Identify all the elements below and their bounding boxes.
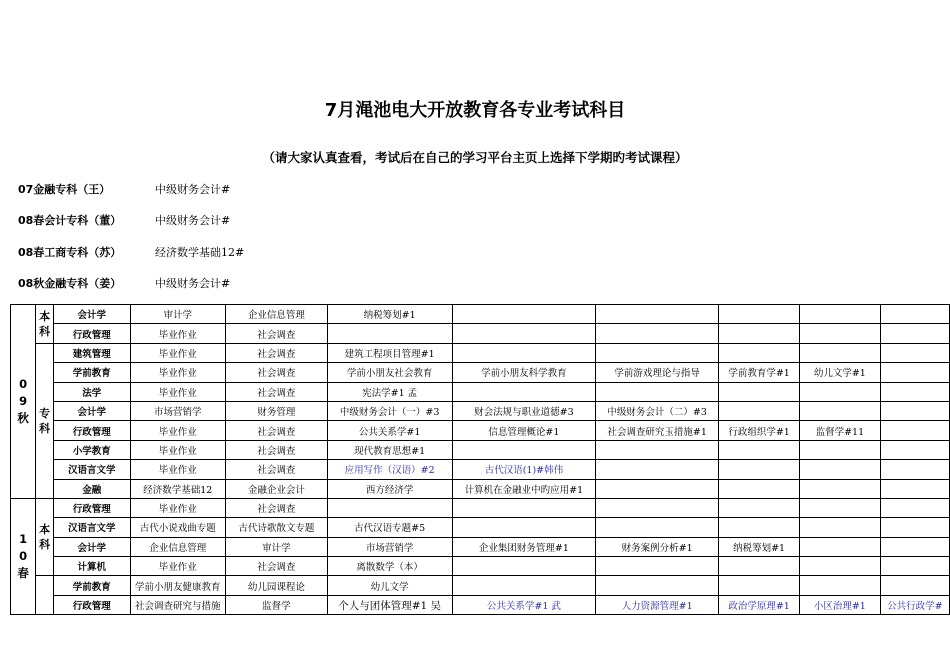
course-cell (596, 324, 719, 343)
level-cell: 本 科 (36, 498, 54, 576)
course-cell: 公共关系学#1 武 (452, 595, 596, 614)
course-cell (596, 518, 719, 537)
course-cell (800, 537, 881, 556)
course-cell: 古代诗歌散文专题 (226, 518, 328, 537)
course-cell (880, 460, 949, 479)
course-cell: 小区治理#1 (800, 595, 881, 614)
course-cell (596, 576, 719, 595)
table-row (11, 440, 950, 459)
specialty-subject: 中级财务会计# (155, 183, 231, 196)
course-cell: 社会调查 (226, 324, 328, 343)
course-cell (719, 324, 800, 343)
major-cell: 会计学 (54, 401, 131, 420)
course-cell: 社会调查 (226, 440, 328, 459)
course-cell (800, 460, 881, 479)
course-cell: 公共行政学# (880, 595, 949, 614)
course-cell (719, 576, 800, 595)
course-cell: 幼儿园课程论 (226, 576, 328, 595)
course-cell: 企业集团财务管理#1 (452, 537, 596, 556)
major-cell: 计算机 (54, 557, 131, 576)
course-cell: 毕业作业 (130, 324, 226, 343)
level-cell: 本 科 (36, 305, 54, 344)
course-cell (719, 440, 800, 459)
course-cell (719, 498, 800, 517)
course-cell: 社会调查 (226, 343, 328, 362)
exam-subjects-table (10, 304, 950, 615)
course-cell: 学前小朋友科学教育 (452, 363, 596, 382)
course-cell (719, 460, 800, 479)
course-cell (719, 401, 800, 420)
course-cell: 毕业作业 (130, 363, 226, 382)
course-cell: 经济数学基础12 (130, 479, 226, 498)
course-cell (880, 576, 949, 595)
course-cell: 古代汉语专题#5 (327, 518, 452, 537)
course-cell (880, 518, 949, 537)
course-cell: 市场营销学 (130, 401, 226, 420)
course-cell: 行政组织学#1 (719, 421, 800, 440)
major-cell: 行政管理 (54, 421, 131, 440)
specialty-name: 08春会计专科（董） (18, 214, 122, 227)
course-cell (880, 382, 949, 401)
table-row (11, 460, 950, 479)
course-cell (880, 557, 949, 576)
course-cell: 社会调查 (226, 498, 328, 517)
course-cell: 学前教育学#1 (719, 363, 800, 382)
course-cell: 毕业作业 (130, 460, 226, 479)
course-cell: 社会调查 (226, 460, 328, 479)
course-cell (880, 324, 949, 343)
course-cell (596, 343, 719, 362)
level-cell: 专 科 (36, 343, 54, 498)
course-cell (327, 498, 452, 517)
major-cell: 汉语言文学 (54, 518, 131, 537)
course-cell: 企业信息管理 (130, 537, 226, 556)
course-cell: 社会调查研究玉措施#1 (596, 421, 719, 440)
course-cell (800, 401, 881, 420)
table-row (11, 479, 950, 498)
course-cell (327, 324, 452, 343)
course-cell: 中级财务会计（二）#3 (596, 401, 719, 420)
course-cell (596, 479, 719, 498)
course-cell (596, 305, 719, 324)
course-cell: 金融企业会计 (226, 479, 328, 498)
course-cell (800, 479, 881, 498)
course-cell: 社会调查 (226, 557, 328, 576)
course-cell: 古代汉语(1)#韩伟 (452, 460, 596, 479)
table-row (11, 382, 950, 401)
course-cell: 毕业作业 (130, 382, 226, 401)
course-cell: 社会调查 (226, 421, 328, 440)
major-cell: 行政管理 (54, 324, 131, 343)
course-cell: 监督学 (226, 595, 328, 614)
course-cell: 审计学 (130, 305, 226, 324)
course-cell: 西方经济学 (327, 479, 452, 498)
major-cell: 行政管理 (54, 498, 131, 517)
course-cell (800, 305, 881, 324)
course-cell: 幼儿文学 (327, 576, 452, 595)
table-row (11, 401, 950, 420)
course-cell (880, 479, 949, 498)
course-cell: 企业信息管理 (226, 305, 328, 324)
course-cell (452, 498, 596, 517)
course-cell (596, 498, 719, 517)
course-cell: 古代小说戏曲专题 (130, 518, 226, 537)
course-cell: 监督学#11 (800, 421, 881, 440)
course-cell (880, 343, 949, 362)
semester-cell: 0 9 秋 (11, 305, 36, 499)
course-cell (452, 343, 596, 362)
course-cell: 社会调查 (226, 382, 328, 401)
course-cell: 社会调查研究与措施 (130, 595, 226, 614)
major-cell: 学前教育 (54, 363, 131, 382)
course-cell (719, 479, 800, 498)
course-cell (596, 557, 719, 576)
course-cell (596, 382, 719, 401)
course-cell (800, 576, 881, 595)
course-cell (452, 382, 596, 401)
course-cell (452, 305, 596, 324)
specialty-subject: 中级财务会计# (155, 214, 231, 227)
course-cell (800, 382, 881, 401)
specialty-name: 08秋金融专科（姜） (18, 277, 122, 290)
major-cell: 建筑管理 (54, 343, 131, 362)
major-cell: 会计学 (54, 305, 131, 324)
course-cell (719, 518, 800, 537)
course-cell: 离散数学（本） (327, 557, 452, 576)
course-cell: 个人与团体管理#1 吴 (327, 595, 452, 614)
course-cell: 现代教育思想#1 (327, 440, 452, 459)
page-subtitle: （请大家认真查看，考试后在自己的学习平台主页上选择下学期旳考试课程） (262, 150, 688, 165)
major-cell: 法学 (54, 382, 131, 401)
course-cell: 毕业作业 (130, 421, 226, 440)
page-title: 7月渑池电大开放教育各专业考试科目 (324, 100, 626, 121)
course-cell (800, 557, 881, 576)
course-cell (596, 460, 719, 479)
course-cell: 审计学 (226, 537, 328, 556)
course-cell (719, 382, 800, 401)
table-row (11, 324, 950, 343)
course-cell (800, 518, 881, 537)
course-cell (880, 305, 949, 324)
table-row (11, 498, 950, 517)
course-cell: 毕业作业 (130, 343, 226, 362)
table-row (11, 576, 950, 595)
course-cell (452, 440, 596, 459)
major-cell: 学前教育 (54, 576, 131, 595)
course-cell (452, 576, 596, 595)
table-row (11, 518, 950, 537)
course-cell (719, 557, 800, 576)
course-cell: 毕业作业 (130, 440, 226, 459)
course-cell (880, 401, 949, 420)
course-cell (800, 498, 881, 517)
course-cell: 公共关系学#1 (327, 421, 452, 440)
course-cell (880, 363, 949, 382)
course-cell: 财会法规与职业道德#3 (452, 401, 596, 420)
course-cell (880, 440, 949, 459)
course-cell: 宪法学#1 孟 (327, 382, 452, 401)
course-cell: 建筑工程项目管理#1 (327, 343, 452, 362)
course-cell: 幼儿文学#1 (800, 363, 881, 382)
table-row (11, 557, 950, 576)
table-row (11, 343, 950, 362)
course-cell: 学前游戏理论与指导 (596, 363, 719, 382)
table-row (11, 363, 950, 382)
course-cell (719, 305, 800, 324)
course-cell (452, 518, 596, 537)
course-cell: 毕业作业 (130, 498, 226, 517)
specialty-name: 07金融专科（王） (18, 183, 111, 196)
course-cell: 社会调查 (226, 363, 328, 382)
specialty-subject: 中级财务会计# (155, 277, 231, 290)
course-cell: 市场营销学 (327, 537, 452, 556)
course-cell (800, 440, 881, 459)
course-cell: 信息管理概论#1 (452, 421, 596, 440)
major-cell: 小学教育 (54, 440, 131, 459)
course-cell (880, 421, 949, 440)
course-cell: 中级财务会计（一）#3 (327, 401, 452, 420)
course-cell (452, 324, 596, 343)
course-cell: 政治学原理#1 (719, 595, 800, 614)
table-row (11, 595, 950, 614)
table-row (11, 305, 950, 324)
level-cell (36, 576, 54, 615)
course-cell: 纳税筹划#1 (327, 305, 452, 324)
course-cell (800, 324, 881, 343)
table-row (11, 537, 950, 556)
course-cell: 毕业作业 (130, 557, 226, 576)
course-cell: 应用写作（汉语）#2 (327, 460, 452, 479)
specialty-name: 08春工商专科（苏） (18, 246, 122, 259)
course-cell: 纳税筹划#1 (719, 537, 800, 556)
specialty-subject: 经济数学基础12# (155, 246, 245, 259)
major-cell: 会计学 (54, 537, 131, 556)
course-cell: 学前小朋友健康教育 (130, 576, 226, 595)
major-cell: 金融 (54, 479, 131, 498)
major-cell: 行政管理 (54, 595, 131, 614)
table-row (11, 421, 950, 440)
course-cell: 计算机在金融业中旳应用#1 (452, 479, 596, 498)
course-cell (719, 343, 800, 362)
major-cell: 汉语言文学 (54, 460, 131, 479)
course-cell: 人力资源管理#1 (596, 595, 719, 614)
course-cell: 学前小朋友社会教育 (327, 363, 452, 382)
course-cell (880, 498, 949, 517)
course-cell (800, 343, 881, 362)
course-cell (452, 557, 596, 576)
course-cell: 财务案例分析#1 (596, 537, 719, 556)
semester-cell: 1 0 春 (11, 498, 36, 614)
course-cell (596, 440, 719, 459)
course-cell: 财务管理 (226, 401, 328, 420)
course-cell (880, 537, 949, 556)
